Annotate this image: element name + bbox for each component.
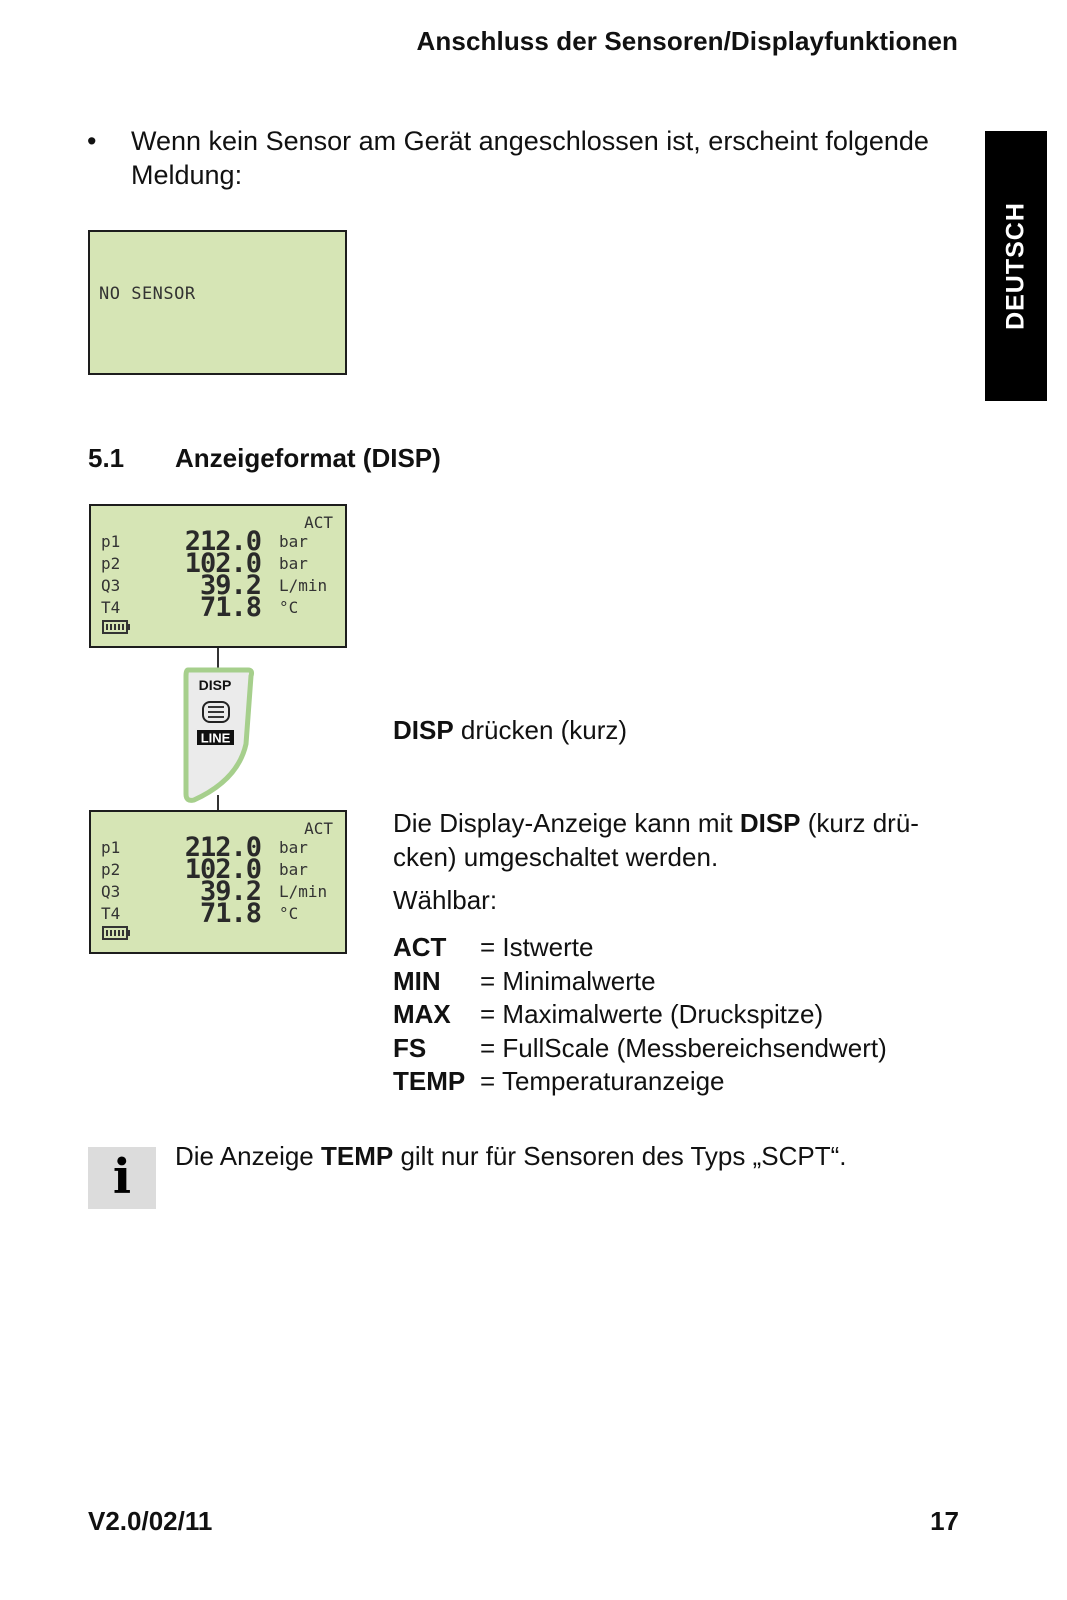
- lcd-row-value: 102.0: [184, 854, 261, 885]
- lcd-row-label: Q3: [101, 882, 121, 901]
- instruction-text: [393, 715, 627, 746]
- lcd-row-value: 102.0: [184, 548, 261, 579]
- lcd-row-value: 71.8: [199, 898, 261, 929]
- lcd-row-label: p2: [101, 860, 121, 879]
- info-before: Die Anzeige: [175, 1141, 321, 1171]
- lcd-row-value: 71.8: [199, 592, 261, 623]
- lcd-row-label: T4: [101, 904, 121, 923]
- info-icon: [88, 1147, 156, 1209]
- list-item: [393, 965, 887, 999]
- lcd-no-sensor-message: NO SENSOR: [99, 284, 196, 304]
- option-key: MAX: [393, 999, 451, 1029]
- lcd-row: [91, 592, 345, 623]
- list-item: [393, 1032, 887, 1066]
- info-key: TEMP: [320, 1141, 394, 1171]
- option-value: = Istwerte: [480, 932, 594, 962]
- lcd-row-unit: L/min: [279, 882, 328, 901]
- lcd-row-label: p2: [101, 554, 121, 573]
- lcd-row-label: T4: [101, 598, 121, 617]
- page-header-title: Anschluss der Sensoren/Displayfunktionen: [416, 26, 958, 56]
- bullet-text: Wenn kein Sensor am Gerät angeschlossen ist, erscheint folgende Meldung:: [131, 126, 929, 190]
- instruction-rest: drücken (kurz): [453, 715, 628, 745]
- lcd-row-unit: bar: [279, 860, 308, 879]
- lcd-row-value: 39.2: [199, 570, 261, 601]
- selectable-label: Wählbar:: [393, 885, 498, 915]
- option-value: = Minimalwerte: [480, 965, 656, 996]
- description-before: Die Display-Anzeige kann mit: [393, 808, 740, 838]
- section-number: 5.1: [88, 443, 125, 473]
- lcd-no-sensor: [88, 230, 347, 375]
- lcd-display-bottom: [89, 810, 347, 954]
- lcd-row-unit: bar: [279, 532, 308, 551]
- lcd-row-value: 212.0: [184, 526, 261, 557]
- battery-icon: [102, 926, 132, 940]
- instruction-key: DISP: [393, 715, 454, 745]
- option-value: = Maximalwerte (Druckspitze): [480, 999, 824, 1029]
- lcd-row-value: 212.0: [184, 832, 261, 863]
- lcd-row-unit: bar: [279, 554, 308, 573]
- section-title: Anzeigeformat (DISP): [175, 443, 441, 473]
- option-value: = Temperaturanzeige: [480, 1066, 725, 1096]
- description-key: DISP: [739, 808, 801, 838]
- list-item: [393, 1065, 887, 1099]
- footer-version: V2.0/02/11: [88, 1506, 213, 1536]
- info-text: [175, 1141, 846, 1172]
- description-after: (kurz drü-cken) umgeschaltet werden.: [393, 808, 919, 872]
- battery-icon: [102, 620, 132, 634]
- list-item: [393, 931, 887, 965]
- option-value: = FullScale (Messbereichsendwert): [480, 1032, 887, 1063]
- option-key: FS: [393, 1032, 427, 1063]
- lcd-display-top: [89, 504, 347, 648]
- lcd-row-unit: L/min: [279, 576, 328, 595]
- option-key: TEMP: [393, 1066, 466, 1096]
- lcd-row-unit: °C: [279, 904, 299, 923]
- lcd-row-label: p1: [101, 838, 121, 857]
- lcd-row-unit: °C: [279, 598, 299, 617]
- disp-key-button[interactable]: [178, 664, 258, 806]
- lcd-mode: ACT: [304, 513, 333, 532]
- lcd-mode: ACT: [304, 819, 333, 838]
- list-item: [393, 998, 887, 1032]
- disp-key-sub-label: LINE: [200, 730, 231, 746]
- bullet-marker: •: [87, 126, 97, 156]
- description-text: [393, 806, 973, 874]
- language-tab: [985, 131, 1047, 401]
- disp-key-label: DISP: [198, 677, 232, 693]
- info-after: gilt nur für Sensoren des Typs „SCPT“.: [393, 1141, 847, 1171]
- lcd-row: [91, 898, 345, 929]
- lcd-row-label: p1: [101, 532, 121, 551]
- lcd-row-unit: bar: [279, 838, 308, 857]
- lcd-row-label: Q3: [101, 576, 121, 595]
- info-glyph: i: [112, 1149, 132, 1205]
- option-key: ACT: [393, 932, 447, 962]
- lcd-row-value: 39.2: [199, 876, 261, 907]
- page-number: 17: [930, 1506, 959, 1536]
- language-tab-label: DEUTSCH: [1001, 202, 1030, 330]
- selectable-options-list: [393, 931, 887, 1099]
- option-key: MIN: [393, 965, 441, 996]
